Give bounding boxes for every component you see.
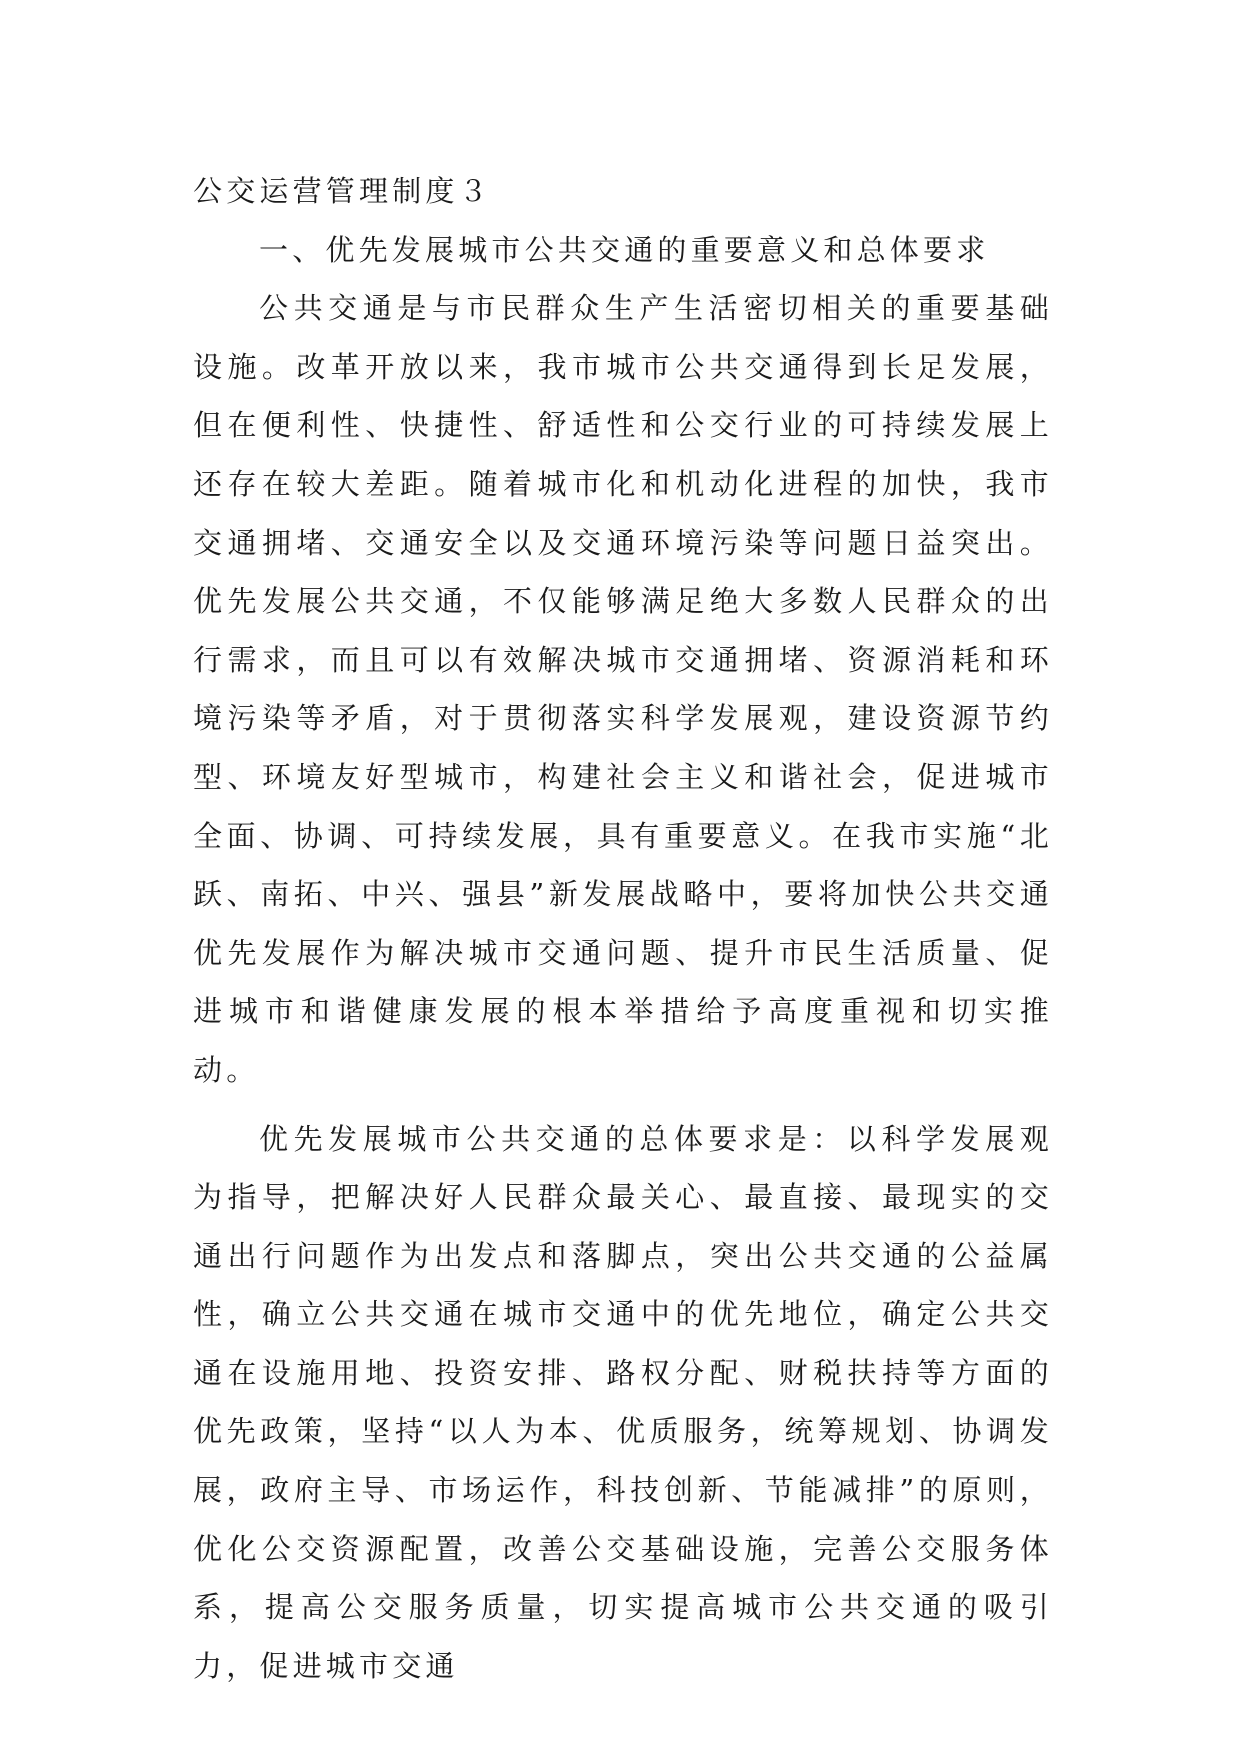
paragraph-significance: 公共交通是与市民群众生产生活密切相关的重要基础设施。改革开放以来，我市城市公共交通得到长足发展，但在便利性、快捷性、舒适性和公交行业的可持续发展上还存在较大差距。随着城市化和机动化进程的加快，我市交通拥堵、交通安全以及交通环境污染等问题日益突出。优先发展公共交通，不仅能够满足绝大多数人民群众的出行需求，而且可以有效解决城市交通拥堵、资源消耗和环境污染等矛盾，对于贯彻落实科学发展观，建设资源节约型、环境友好型城市，构建社会主义和谐社会，促进城市全面、协调、可持续发展，具有重要意义。在我市实施“北跃、南拓、中兴、强县”新发展战略中，要将加快公共交通优先发展作为解决城市交通问题、提升市民生活质量、促进城市和谐健康发展的根本举措给予高度重视和切实推动。 — [193, 291, 1053, 1087]
paragraph-overall-requirements: 优先发展城市公共交通的总体要求是：以科学发展观为指导，把解决好人民群众最关心、最直接、最现实的交通出行问题作为出发点和落脚点，突出公共交通的公益属性，确立公共交通在城市交通中的优先地位，确定公共交通在设施用地、投资安排、路权分配、财税扶持等方面的优先政策，坚持“以人为本、优质服务，统筹规划、协调发展，政府主导、市场运作，科技创新、节能减排”的原则，优化公交资源配置，改善公交基础设施，完善公交服务体系，提高公交服务质量，切实提高城市公共交通的吸引力，促进城市交通 — [193, 1121, 1053, 1683]
section-heading: 一、优先发展城市公共交通的重要意义和总体要求 — [259, 232, 990, 267]
document-title: 公交运营管理制度３ — [193, 174, 492, 208]
document-body — [193, 162, 1053, 1695]
paragraph-spacer — [193, 1100, 1053, 1110]
